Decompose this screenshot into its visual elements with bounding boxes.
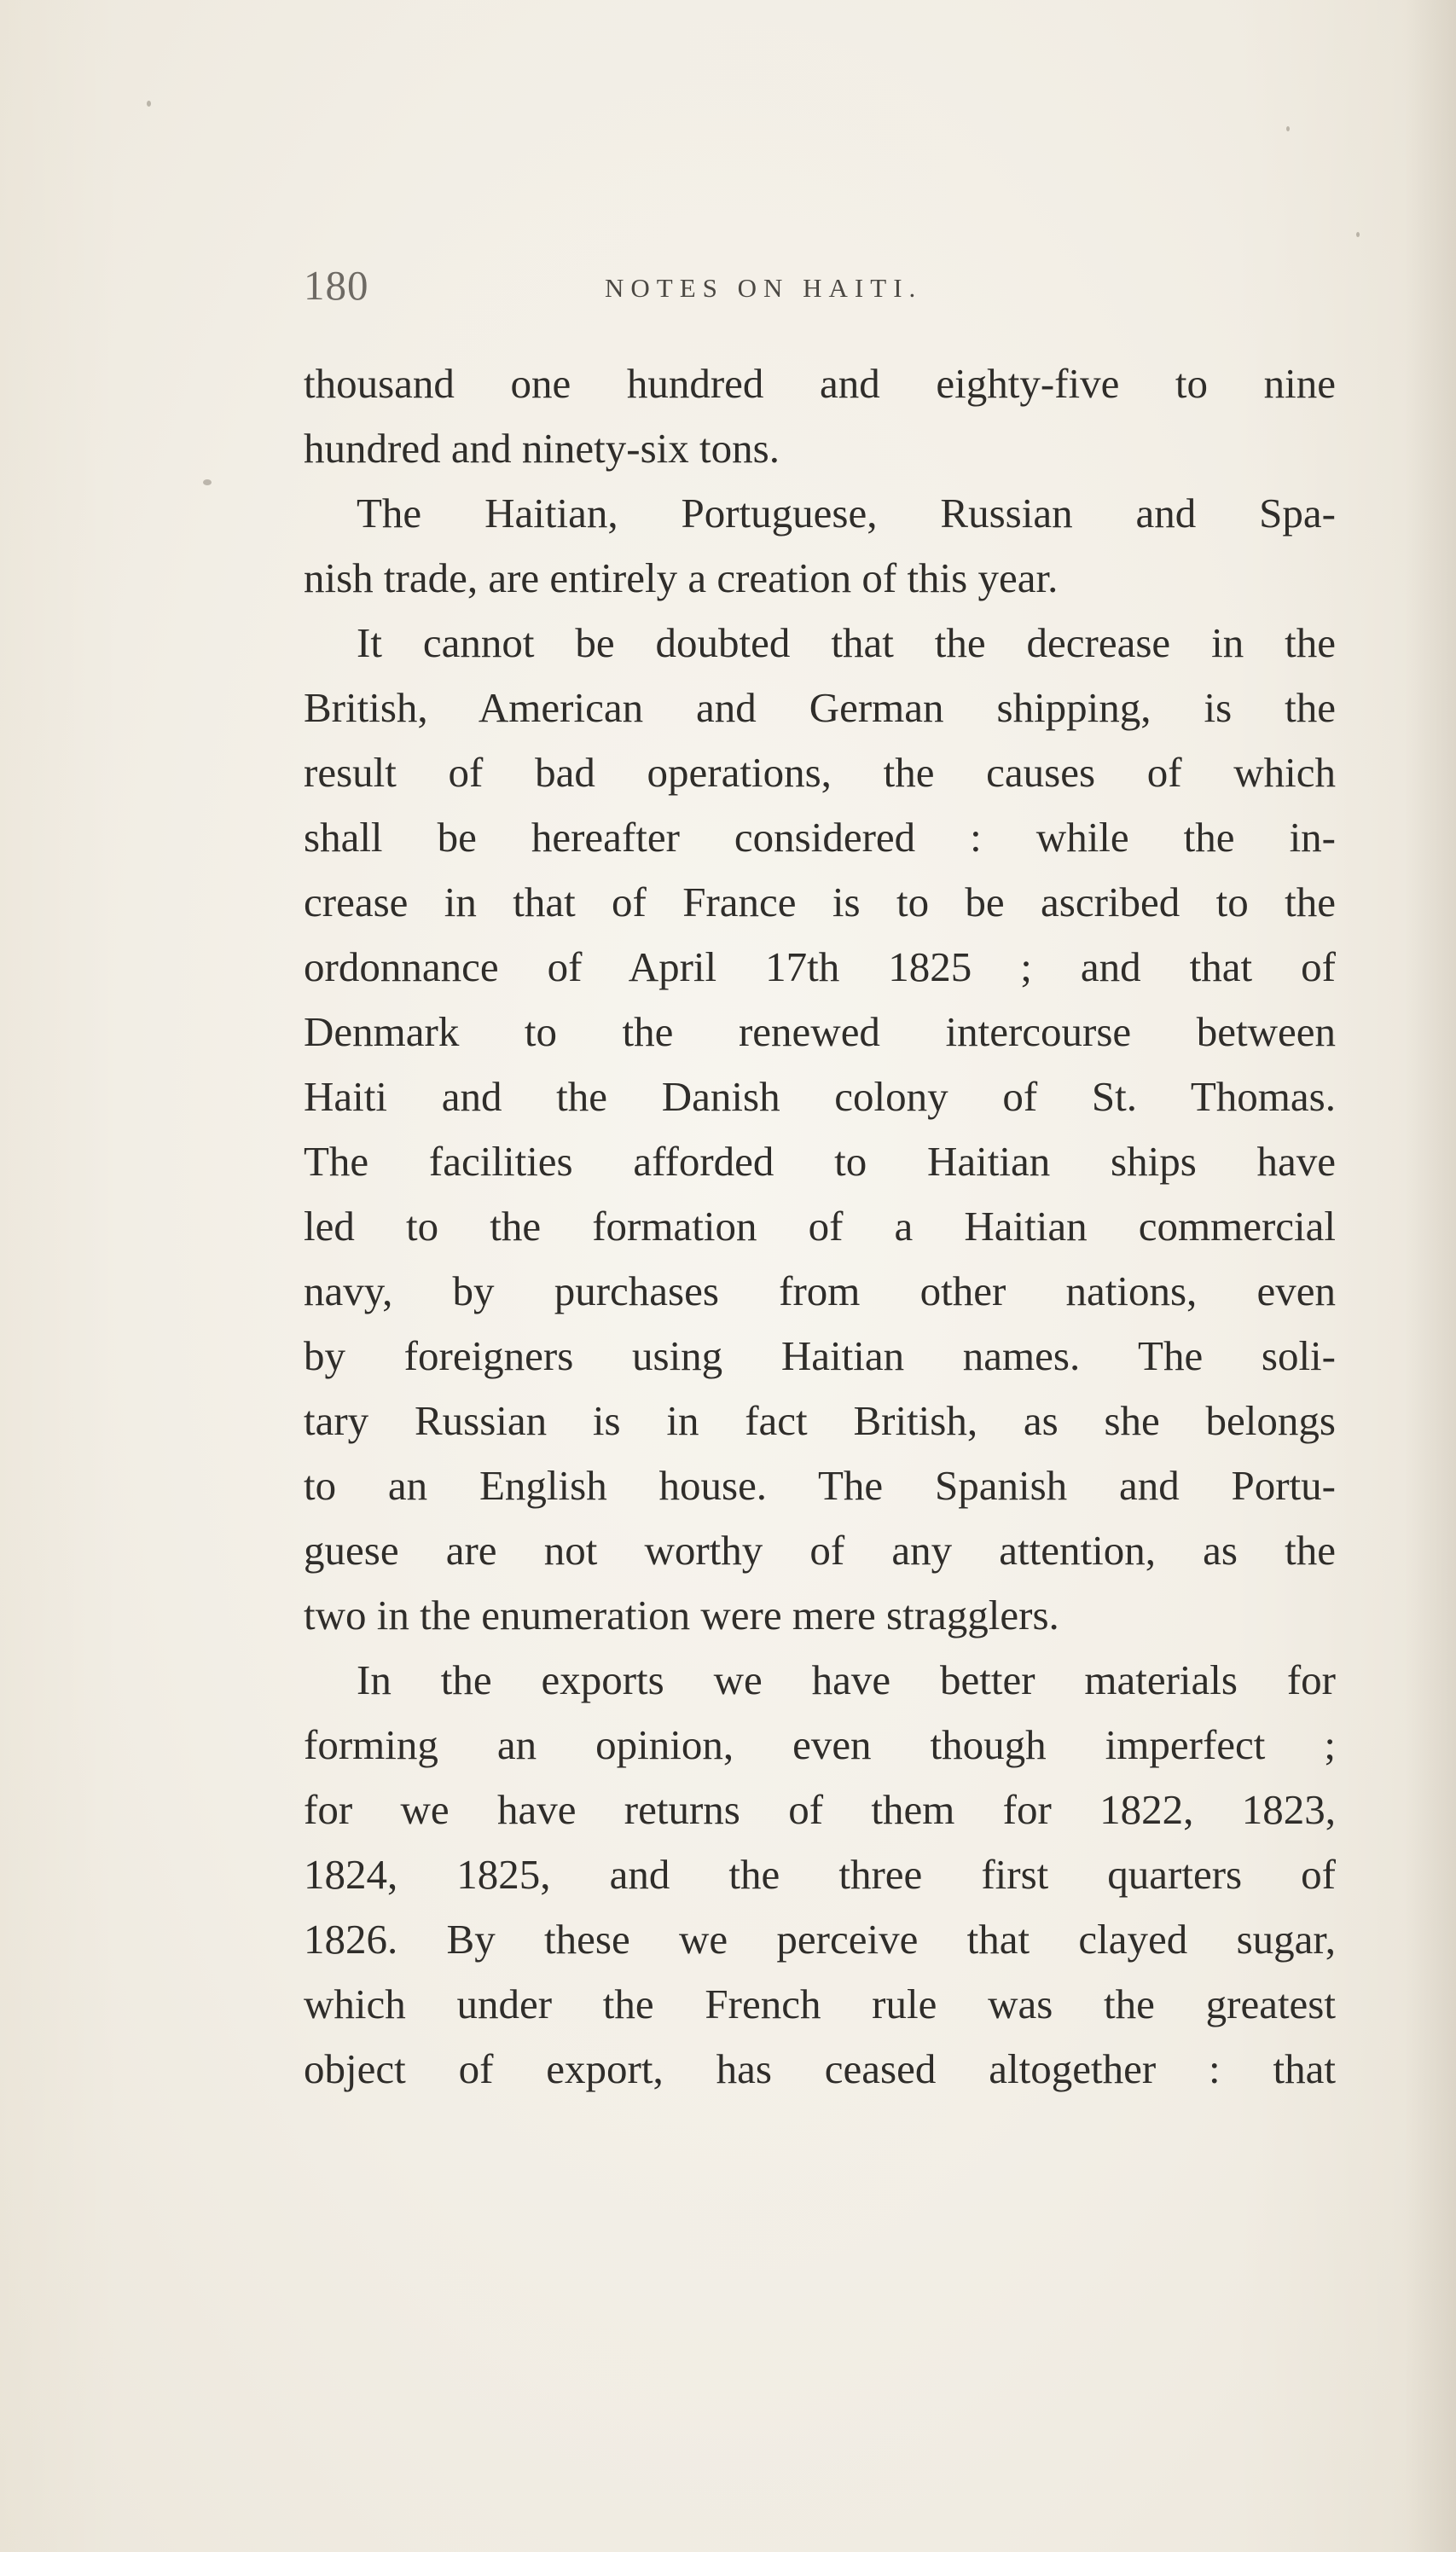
- page-edge-shadow: [1405, 0, 1456, 2552]
- text-line: In the exports we have better materials for: [357, 1656, 1336, 1703]
- text-line: by foreigners using Haitian names. The soli-: [304, 1332, 1336, 1379]
- paper-speck: [203, 479, 212, 485]
- text-line: British, American and German shipping, is the: [304, 684, 1336, 731]
- text-line: two in the enumeration were mere stragglers.: [304, 1592, 1059, 1638]
- text-line: The facilities afforded to Haitian ships have: [304, 1138, 1336, 1185]
- text-line: 1826. By these we perceive that clayed sugar,: [304, 1916, 1336, 1963]
- text-line: which under the French rule was the greatest: [304, 1981, 1336, 2027]
- body-text: [304, 351, 1336, 2102]
- text-line: forming an opinion, even though imperfect ;: [304, 1721, 1336, 1768]
- text-line: Denmark to the renewed intercourse between: [304, 1008, 1336, 1055]
- text-line: ordonnance of April 17th 1825 ; and that of: [304, 943, 1336, 990]
- page-header: [304, 261, 1336, 312]
- paper-speck: [1356, 232, 1360, 237]
- paper-speck: [147, 101, 151, 107]
- text-line: It cannot be doubted that the decrease in the: [357, 619, 1336, 666]
- text-line: tary Russian is in fact British, as she belongs: [304, 1397, 1336, 1444]
- running-head: NOTES ON HAITI.: [605, 273, 923, 303]
- text-line: crease in that of France is to be ascribed to the: [304, 879, 1336, 925]
- text-line: shall be hereafter considered : while the in-: [304, 814, 1336, 861]
- text-line: navy, by purchases from other nations, even: [304, 1267, 1336, 1314]
- text-line: thousand one hundred and eighty-five to nine: [304, 360, 1336, 407]
- text-line: result of bad operations, the causes of which: [304, 749, 1336, 796]
- text-line: guese are not worthy of any attention, as the: [304, 1527, 1336, 1574]
- text-line: nish trade, are entirely a creation of this year.: [304, 554, 1059, 601]
- text-line: led to the formation of a Haitian commercial: [304, 1203, 1336, 1250]
- page-number: 180: [304, 262, 369, 309]
- paper-speck: [1286, 126, 1290, 131]
- text-line: to an English house. The Spanish and Portu-: [304, 1462, 1336, 1509]
- text-line: for we have returns of them for 1822, 1823,: [304, 1786, 1336, 1833]
- text-line: hundred and ninety-six tons.: [304, 425, 780, 472]
- text-line: Haiti and the Danish colony of St. Thomas.: [304, 1073, 1336, 1120]
- text-line: object of export, has ceased altogether : that: [304, 2045, 1336, 2092]
- text-line: 1824, 1825, and the three first quarters of: [304, 1851, 1336, 1898]
- text-line: The Haitian, Portuguese, Russian and Spa-: [357, 490, 1336, 536]
